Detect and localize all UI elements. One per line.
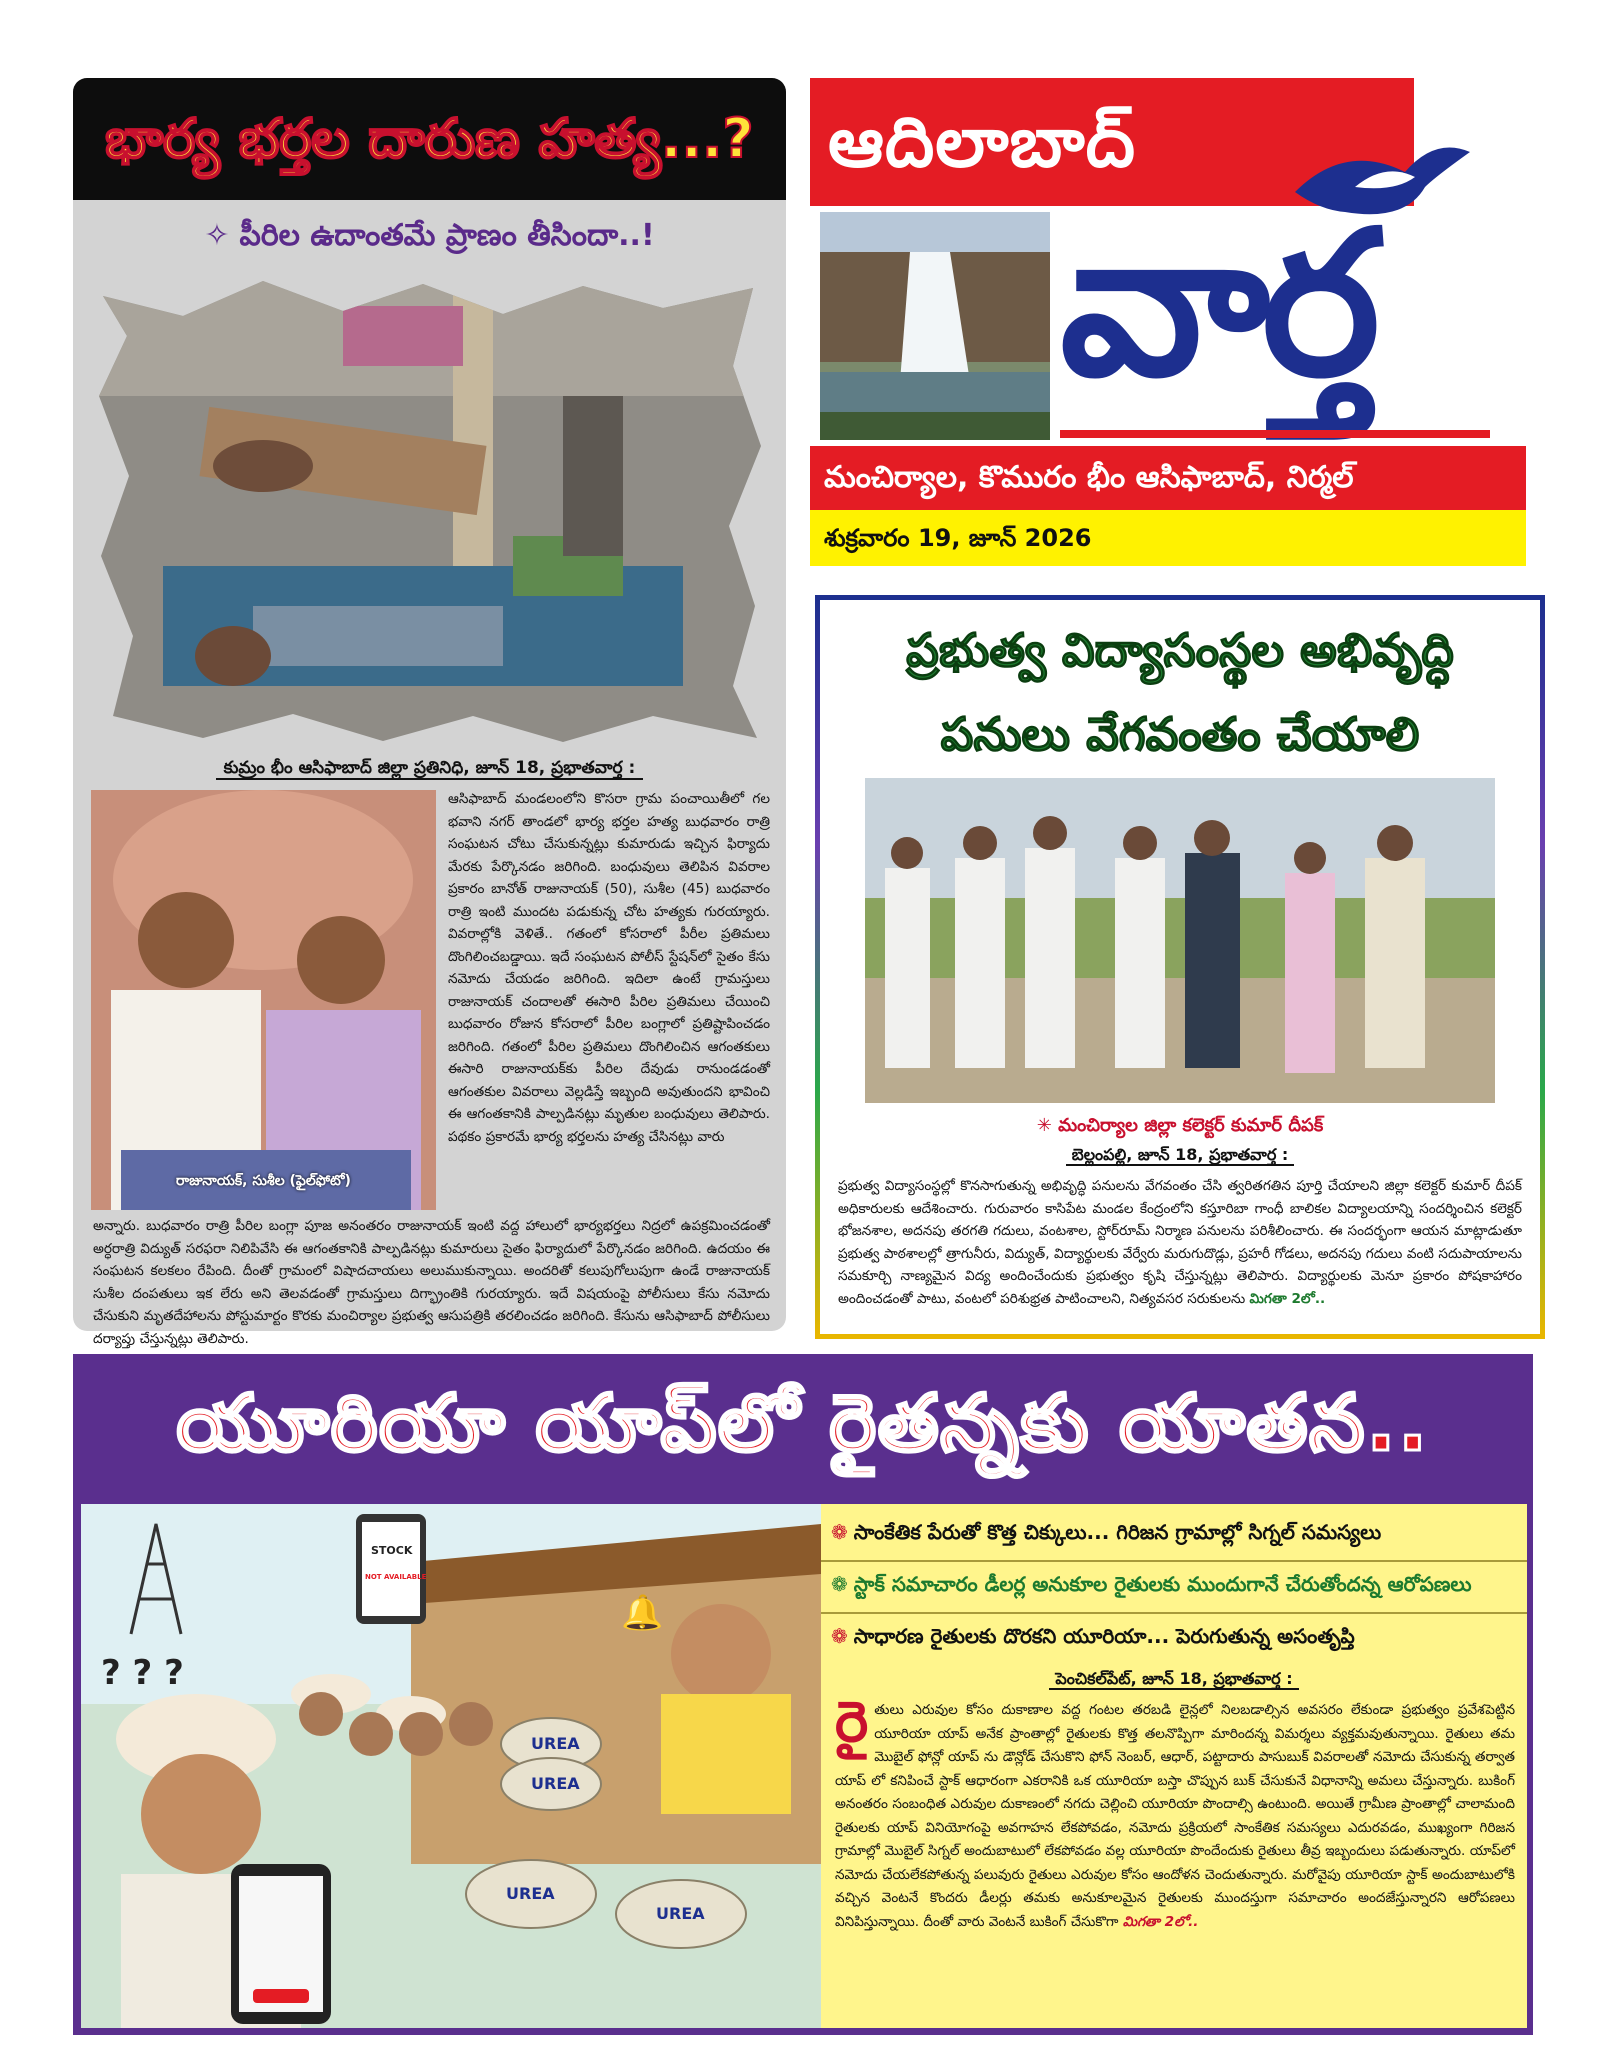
bullet-icon: ❁ [831,1520,848,1544]
urea-bag-label: UREA [531,1774,580,1793]
masthead-title-blue-text: వార్త [1060,188,1373,421]
murder-body-full: అన్నారు. బుధవారం రాత్రి పీరిల బంగ్లా పూజ అనంతరం రాజునాయక్ ఇంటి వద్ద హాలులో భార్యభర్తలు నిద్రలో ఉపక్రమించడంతో అర్ధరాత్రి విద్యుత్ సరఫరా నిలిపివేసి ఈ ఆగంతకానికి పాల్పడినట్లు కుమారులు సైతం ఫిర్యాదులో పేర్కొనడం జరిగింది. ఉదయం ఈ సంఘటన కలకలం రేపింది. దీంతో గ్రామంలో విషాదచాయలు అలుముకున్నాయి. అందరితో కలుపుగోలుపుగా ఉండే రాజునాయక్ సుశీల దంపతులు ఇక లేరు అని తెలవడంతో గ్రామస్తులు దిగ్భ్రాంతికి గురయ్యారు. ఇదే విషయంపై పోలీసులు కేసు నమోదు చేసుకుని మృతదేహాలను పోస్టుమార్టం కొరకు మంచిర్యాల ప్రభుత్వ ఆసుపత్రికి తరలించడం జరిగింది. కేసును ఆసిఫాబాద్ పోలీసులు దర్యాప్తు చేస్తున్నట్లు తెలిపారు. [93,1218,770,1347]
urea-continued: మిగతా 2లో.. [1122,1913,1199,1930]
urea-text-panel [821,1504,1527,2028]
sparkle-icon: ✧ [204,218,230,253]
murder-headline-bar [73,78,786,200]
murder-dateline [73,758,786,782]
masthead-title-red: ఆదిలాబాద్ [828,101,1137,183]
divider [821,1560,1527,1562]
divider [821,1612,1527,1614]
murder-body-column: ఆసిఫాబాద్ మండలంలోని కొసరా గ్రామ పంచాయితీలో గల భవాని నగర్ తాండలో భార్య భర్తల హత్య బుధవారం రాత్రి సంఘటన చోటు చేసుకున్నట్లు కుమారుడు ఇచ్చిన ఫిర్యాదు మేరకు పేర్కొనడం జరిగింది. బంధువులు తెలిపిన వివరాల ప్రకారం బానోత్ రాజునాయక్ (50), సుశీల (45) బుధవారం రాత్రి ఇంటి ముందట పడుకున్న చోట హత్యకు గురయ్యారు. వివరాల్లోకి వెళితే.. గతంలో కోసరాలో పీరీల ప్రతిమలు దొంగిలించబడ్డాయి. ఇదే సంఘటన పోలీస్ స్టేషన్‌లో సైతం కేసు నమోదు చేయడం జరిగింది. ఇదిలా ఉంటే గ్రామస్తులు రాజునాయక్ చందాలతో ఈసారి పీరిల ప్రతిమలు చేయించి బుధవారం రోజున కోసరాలో పీరిల బంగ్లాలో ప్రతిష్టాపించడం జరిగింది. గతంలో పీరిల ప్రతిమలు దొంగిలించిన ఆగంతకులు ఈసారి రాజునాయక్‌కు పీరిల దేవుడు రానుండడంతో ఆగంతకుల వివరాలు వెల్లడిస్తే ఇబ్బంది అవుతుందని భావించి ఈ ఆగంతకానికి పాల్పడినట్లు మృతుల బంధువులు తెలిపారు. పథకం ప్రకారమే భార్య భర్తలను హత్య చేసినట్లు వారు [448,791,770,1145]
bullet-icon: ❁ [831,1572,848,1596]
education-dateline-text: బెల్లంపల్లి, జూన్ 18, ప్రభాతవార్త : [1066,1145,1295,1166]
urea-bullet-text: స్టాక్ సమాచారం డీలర్ల అనుకూల రైతులకు ముందుగానే చేరుతోందన్న ఆరోపణలు [853,1572,1472,1596]
masthead-date-bar [810,510,1526,566]
urea-bag-label: UREA [506,1884,555,1903]
crime-scene-photo [93,276,765,746]
education-photo-caption [820,1115,1540,1140]
education-body [838,1175,1522,1310]
urea-bullet-text: సాంకేతిక పేరుతో కొత్త చిక్కులు... గిరిజన గ్రామాల్లో సిగ్నల్ సమస్యలు [853,1520,1382,1544]
murder-dateline-text: కుమ్రం భీం ఆసిఫాబాద్ జిల్లా ప్రతినిధి, జూన్ 18, ప్రభాతవార్త : [216,758,644,780]
urea-headline: యూరియా యాప్‌లో రైతన్నకు యాతన.. [176,1379,1430,1469]
urea-body-text: తులు ఎరువుల కోసం దుకాణాల వద్ద గంటల తరబడి లైన్లలో నిలబడాల్సిన అవసరం లేకుండా ప్రభుత్వం ప్రవేశపెట్టిన యూరియా యాప్ అనేక ప్రాంతాల్లో రైతులకు కొత్త తలనొప్పిగా మారిందన్న విమర్శలు వ్యక్తమవుతున్నాయి. రైతులు తమ మొబైల్ ఫోన్లో యాప్ ను డౌన్లోడ్ చేసుకొని ఫోన్ నెంబర్, ఆధార్, పట్టాదారు పాసుబుక్ వివరాలతో నమోదు చేసుకున్న తర్వాత యాప్ లో కనిపించే స్టాక్ ఆధారంగా ఎకరానికి ఒక యూరియా బస్తా చొప్పున బుక్ చేసుకునే విధానాన్ని అమలు చేస్తున్నారు. బుకింగ్ అనంతరం సంబంధిత ఎరువుల దుకాణంలో నగదు చెల్లించి యూరియా పొందాల్సి ఉంటుంది. అయితే గ్రామీణ ప్రాంతాల్లో చాలామంది రైతులకు యాప్ వినియోగంపై అవగాహన లేకపోవడం, నమోదు ప్రక్రియలో సాంకేతిక సమస్యలు ఎదురవడం, ముఖ్యంగా గిరిజన గ్రామాల్లో మొబైల్ సిగ్నల్ అందుబాటులో లేకపోవడం వల్ల యూరియా పొందేందుకు రైతులు తీవ్ర ఇబ్బందులు పడుతున్నారు. యాప్‌లో నమోదు చేయలేకపోతున్న పలువురు రైతులు ఎరువుల కోసం ఆందోళన చెందుతున్నారు. మరోవైపు యూరియా స్టాక్ అందుబాటులోకి వచ్చిన వెంటనే కొందరు డీలర్లు తమకు అనుకూలమైన రైతులకు ముందస్తుగా సమాచారం అందజేస్తున్నారని ఆరోపణలు వినిపిస్తున్నాయి. దీంతో వారు వెంటనే బుకింగ్ చేసుకొగా [835,1702,1515,1930]
not-available-label: NOT AVAILABLE [365,1573,427,1581]
collector-inspection-photo [865,778,1495,1103]
sparkle-icon: ✳ [1036,1115,1059,1136]
masthead-districts-bar [810,446,1526,510]
waterfall-photo [820,212,1050,440]
urea-bullet [831,1516,1521,1548]
urea-body [835,1690,1515,1934]
stock-sign-label: STOCK [371,1544,413,1557]
urea-dateline [821,1669,1527,1692]
murder-subhead-text: పీరిల ఉదాంతమే ప్రాణం తీసిందా..! [239,218,655,253]
education-headline-line2: పనులు వేగవంతం చేయాలి [940,707,1420,761]
question-marks-icon: ? ? ? [101,1653,184,1693]
urea-story [73,1354,1533,2035]
couple-file-photo [91,790,436,1210]
education-headline-line1: ప్రభుత్వ విద్యాసంస్థల అభివృద్ధి [906,623,1454,677]
urea-bullet-text: సాధారణ రైతులకు దొరకని యూరియా... పెరుగుతున్న అసంతృప్తి [853,1624,1355,1648]
masthead-title-blue [1060,190,1520,440]
bell-icon: 🔔 [621,1593,664,1633]
education-continued: మిగతా 2లో.. [1249,1290,1326,1307]
murder-headline: భార్య భర్తల దారుణ హత్య...? [105,107,754,170]
masthead-districts: మంచిర్యాల, కొమురం భీం ఆసిఫాబాద్, నిర్మల్ [824,460,1354,495]
urea-bag-label: UREA [656,1904,705,1923]
education-dateline [820,1145,1540,1168]
education-caption-text: మంచిర్యాల జిల్లా కలెక్టర్ కుమార్ దీపక్ [1058,1115,1324,1136]
masthead-divider [1060,430,1490,438]
couple-photo-caption: రాజునాయక్, సుశీల (ఫైల్‌ఫోటో) [176,1173,351,1189]
education-body-text: ప్రభుత్వ విద్యాసంస్థల్లో కొనసాగుతున్న అభివృద్ధి పనులను వేగవంతం చేసి త్వరితగతిన పూర్తి చేయాలని జిల్లా కలెక్టర్ కుమార్ దీపక్ అధికారులకు ఆదేశించారు. గురువారం కాసిపేట మండల కేంద్రంలోని కస్తూరిబా గాంధీ బాలికల విద్యాలయాన్ని సందర్శించిన కలెక్టర్ భోజనశాల, అదనపు తరగతి గదులు, వంటశాల, స్టోర్‌రూమ్ నిర్మాణ పనులను పరిశీలించారు. ఈ సందర్భంగా ఆయన మాట్లాడుతూ ప్రభుత్వ పాఠశాలల్లో త్రాగునీరు, విద్యుత్, విద్యార్థులకు వేర్వేరు మరుగుదొడ్లు, ప్రహరీ గోడలు, అదనపు గదులు వంటి సదుపాయాలను సమకూర్చి నాణ్యమైన విద్య అందించేందుకు ప్రభుత్వం కృషి చేస్తున్నట్లు తెలిపారు. విద్యార్థులకు మెనూ ప్రకారం పోషకాహారం అందించడంతో పాటు, వంటలో పరిశుభ్రత పాటించాలని, నిత్యవసర సరుకులను [838,1178,1522,1307]
urea-bullet [831,1620,1521,1652]
masthead-date: శుక్రవారం 19, జూన్ 2026 [824,524,1092,552]
education-story [815,595,1545,1339]
murder-subhead [73,218,786,260]
education-headline [840,608,1520,776]
urea-bag-label: UREA [531,1734,580,1753]
murder-story [73,78,786,1347]
urea-bullet [831,1568,1521,1600]
urea-app-illustration [81,1504,821,2028]
urea-dateline-text: పెంచికల్‌పేట్, జూన్ 18, ప్రభాతవార్త : [1049,1669,1298,1690]
urea-dropcap: రై [835,1690,869,1755]
urea-headline-bar [73,1354,1533,1494]
bullet-icon: ❁ [831,1624,848,1648]
